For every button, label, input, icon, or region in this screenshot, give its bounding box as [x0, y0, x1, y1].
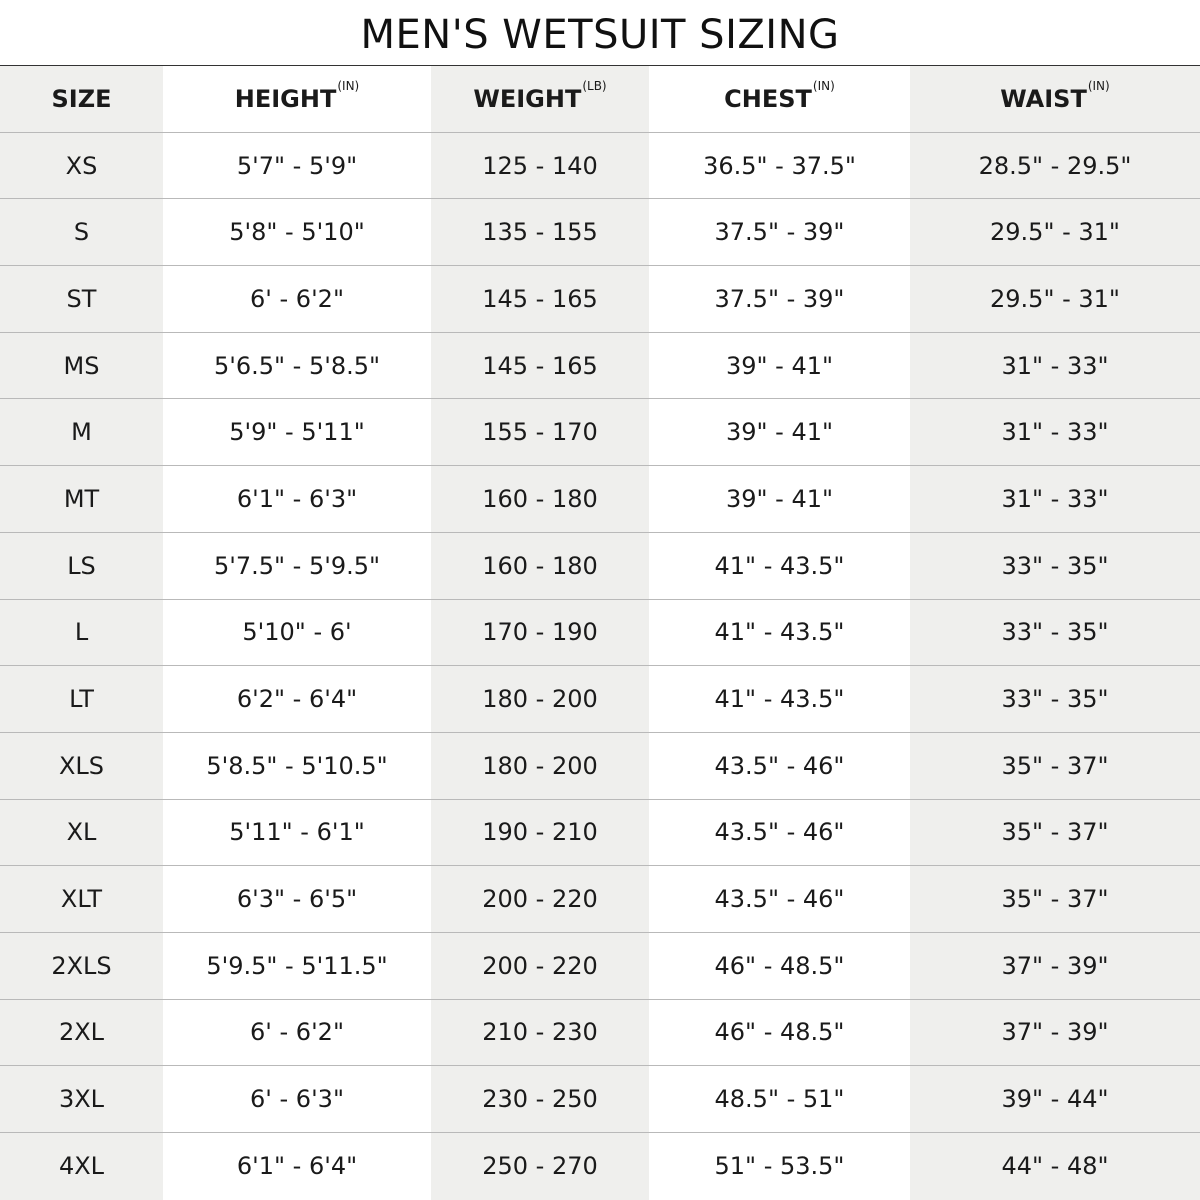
chest-cell: 41" - 43.5": [714, 551, 845, 580]
height-cell: 5'7.5" - 5'9.5": [213, 551, 381, 580]
column-header-chest: [649, 66, 910, 132]
height-cell: 6'1" - 6'3": [236, 484, 358, 513]
table-row: [0, 266, 1200, 333]
waist-cell: 33" - 35": [910, 666, 1200, 732]
weight-cell: 135 - 155: [431, 199, 649, 265]
size-cell: L: [0, 600, 163, 666]
weight-cell: 170 - 190: [431, 600, 649, 666]
height-cell: 5'7" - 5'9": [236, 151, 358, 180]
height-cell: 5'6.5" - 5'8.5": [213, 351, 381, 380]
height-cell: 5'9.5" - 5'11.5": [206, 951, 388, 980]
size-cell: XLT: [0, 866, 163, 932]
table-row: [0, 399, 1200, 466]
weight-cell: 160 - 180: [431, 466, 649, 532]
column-header-unit: (IN): [337, 78, 360, 93]
height-cell: 6' - 6'3": [250, 1085, 344, 1114]
chest-cell: 37.5" - 39": [714, 218, 845, 247]
size-cell: LS: [0, 533, 163, 599]
height-cell: 5'8.5" - 5'10.5": [206, 751, 388, 780]
chest-cell: 39" - 41": [725, 418, 834, 447]
size-cell: XLS: [0, 733, 163, 799]
table-row: [0, 1000, 1200, 1067]
waist-cell: 35" - 37": [910, 800, 1200, 866]
weight-cell: 230 - 250: [431, 1066, 649, 1132]
height-cell: 6' - 6'2": [250, 1018, 344, 1047]
weight-cell: 200 - 220: [431, 866, 649, 932]
chest-cell: 39" - 41": [725, 351, 834, 380]
waist-cell: 31" - 33": [910, 466, 1200, 532]
sizing-table: [0, 66, 1200, 1200]
waist-cell: 31" - 33": [910, 333, 1200, 399]
weight-cell: 200 - 220: [431, 933, 649, 999]
table-row: [0, 1133, 1200, 1200]
size-cell: M: [0, 399, 163, 465]
table-row: [0, 133, 1200, 200]
table-row: [0, 866, 1200, 933]
waist-cell: 29.5" - 31": [910, 266, 1200, 332]
chest-cell: 43.5" - 46": [714, 751, 845, 780]
size-cell: MS: [0, 333, 163, 399]
column-header-unit: (IN): [1087, 78, 1110, 93]
weight-cell: 145 - 165: [431, 266, 649, 332]
column-header-height: [163, 66, 431, 132]
waist-cell: 29.5" - 31": [910, 199, 1200, 265]
height-cell: 6' - 6'2": [250, 284, 344, 313]
weight-cell: 125 - 140: [431, 133, 649, 199]
column-header-size: [0, 66, 163, 132]
size-cell: 3XL: [0, 1066, 163, 1132]
height-cell: 5'11" - 6'1": [229, 818, 365, 847]
height-cell: 5'9" - 5'11": [229, 418, 365, 447]
chest-cell: 41" - 43.5": [714, 685, 845, 714]
size-cell: MT: [0, 466, 163, 532]
column-header-waist: [910, 66, 1200, 132]
chest-cell: 41" - 43.5": [714, 618, 845, 647]
height-cell: 5'8" - 5'10": [229, 218, 365, 247]
table-row: [0, 466, 1200, 533]
weight-cell: 190 - 210: [431, 800, 649, 866]
table-row: [0, 199, 1200, 266]
weight-cell: 180 - 200: [431, 666, 649, 732]
weight-cell: 145 - 165: [431, 333, 649, 399]
height-cell: 5'10" - 6': [242, 618, 352, 647]
chest-cell: 46" - 48.5": [714, 951, 845, 980]
size-cell: XS: [0, 133, 163, 199]
chest-cell: 39" - 41": [725, 484, 834, 513]
waist-cell: 28.5" - 29.5": [910, 133, 1200, 199]
size-cell: S: [0, 199, 163, 265]
size-cell: 2XL: [0, 1000, 163, 1066]
chest-cell: 46" - 48.5": [714, 1018, 845, 1047]
table-row: [0, 333, 1200, 400]
waist-cell: 39" - 44": [910, 1066, 1200, 1132]
table-row: [0, 600, 1200, 667]
weight-cell: 250 - 270: [431, 1133, 649, 1200]
waist-cell: 44" - 48": [910, 1133, 1200, 1200]
chest-cell: 51" - 53.5": [714, 1152, 845, 1181]
column-header-label: WEIGHT: [473, 84, 582, 113]
waist-cell: 33" - 35": [910, 600, 1200, 666]
table-row: [0, 933, 1200, 1000]
waist-cell: 35" - 37": [910, 866, 1200, 932]
weight-cell: 155 - 170: [431, 399, 649, 465]
chest-cell: 43.5" - 46": [714, 818, 845, 847]
waist-cell: 31" - 33": [910, 399, 1200, 465]
table-row: [0, 1066, 1200, 1133]
page-title: MEN'S WETSUIT SIZING: [0, 0, 1200, 66]
weight-cell: 180 - 200: [431, 733, 649, 799]
column-header-label: HEIGHT: [234, 84, 337, 113]
table-row: [0, 533, 1200, 600]
chest-cell: 37.5" - 39": [714, 284, 845, 313]
size-cell: ST: [0, 266, 163, 332]
waist-cell: 37" - 39": [910, 933, 1200, 999]
weight-cell: 160 - 180: [431, 533, 649, 599]
column-header-label: WAIST: [1000, 84, 1087, 113]
size-cell: LT: [0, 666, 163, 732]
chest-cell: 43.5" - 46": [714, 885, 845, 914]
height-cell: 6'1" - 6'4": [236, 1152, 358, 1181]
chest-cell: 48.5" - 51": [714, 1085, 845, 1114]
table-row: [0, 733, 1200, 800]
table-header-row: [0, 66, 1200, 133]
column-header-label: CHEST: [724, 84, 812, 113]
column-header-weight: [431, 66, 649, 132]
column-header-unit: (IN): [812, 78, 835, 93]
table-row: [0, 666, 1200, 733]
chest-cell: 36.5" - 37.5": [703, 151, 856, 180]
column-header-label: SIZE: [51, 84, 112, 113]
waist-cell: 33" - 35": [910, 533, 1200, 599]
column-header-unit: (LB): [582, 78, 607, 93]
size-cell: XL: [0, 800, 163, 866]
waist-cell: 37" - 39": [910, 1000, 1200, 1066]
size-cell: 4XL: [0, 1133, 163, 1200]
height-cell: 6'2" - 6'4": [236, 685, 358, 714]
size-cell: 2XLS: [0, 933, 163, 999]
waist-cell: 35" - 37": [910, 733, 1200, 799]
height-cell: 6'3" - 6'5": [236, 885, 358, 914]
weight-cell: 210 - 230: [431, 1000, 649, 1066]
table-row: [0, 800, 1200, 867]
